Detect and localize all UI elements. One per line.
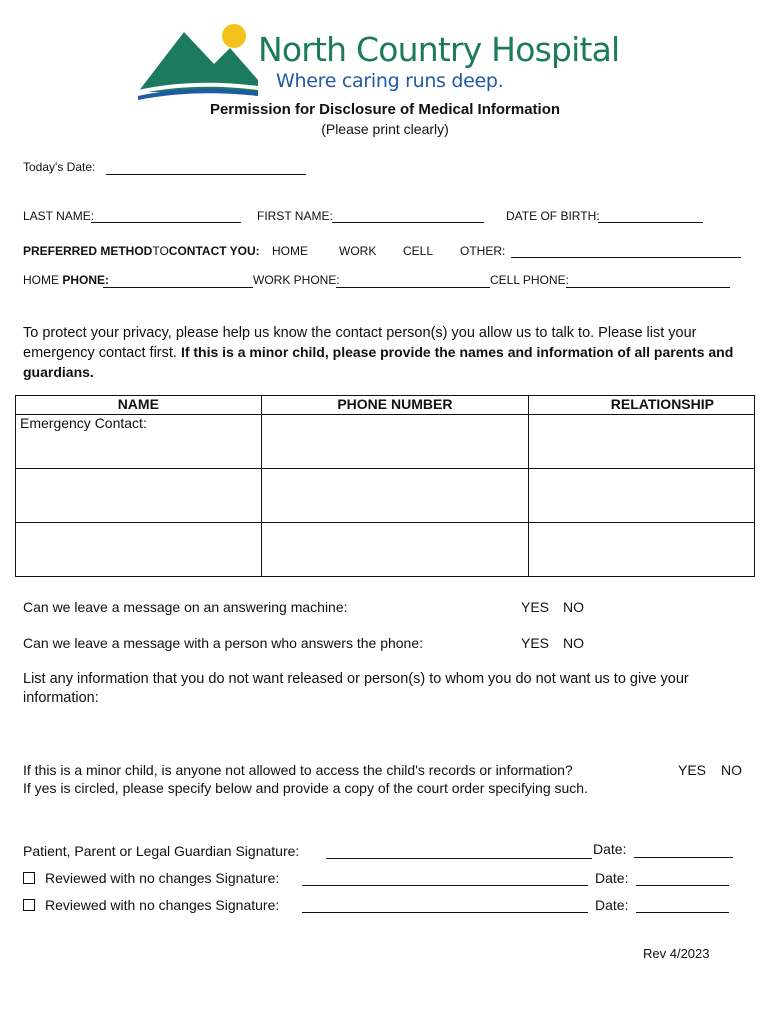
contact-option-work[interactable]: WORK bbox=[339, 244, 377, 258]
patient-signature-field[interactable] bbox=[326, 858, 592, 859]
reviewed-signature-field-2[interactable] bbox=[302, 912, 588, 913]
privacy-instructions: To protect your privacy, please help us know the contact person(s) you allow us to talk to. Please list your emergency contact first. If this is a minor child, please provide the names and information of all parents and guardians. bbox=[23, 325, 734, 380]
first-name-label: FIRST NAME: bbox=[257, 209, 333, 223]
table-row bbox=[16, 523, 755, 577]
contact-phone-cell[interactable] bbox=[261, 415, 529, 469]
table-row bbox=[16, 415, 755, 469]
todays-date-field[interactable] bbox=[106, 174, 306, 175]
person-answers-question: Can we leave a message with a person who answers the phone: bbox=[23, 635, 424, 651]
home-phone-label: HOME PHONE: bbox=[23, 273, 110, 287]
minor-access-yes[interactable]: YES bbox=[678, 762, 707, 778]
reviewed-date-field-2[interactable] bbox=[636, 912, 729, 913]
contact-phone-cell[interactable] bbox=[261, 523, 529, 577]
table-row bbox=[16, 469, 755, 523]
page-title: Permission for Disclosure of Medical Information bbox=[209, 101, 561, 118]
contact-name-cell[interactable] bbox=[16, 523, 262, 577]
answering-machine-no[interactable]: NO bbox=[563, 599, 584, 615]
hospital-tagline: Where caring runs deep. bbox=[276, 70, 504, 92]
reviewed-date-label-1: Date: bbox=[595, 870, 629, 886]
hospital-name: North Country Hospital bbox=[258, 30, 620, 69]
header-phone-number: PHONE NUMBER bbox=[261, 396, 529, 415]
dob-field[interactable] bbox=[598, 222, 703, 223]
person-answers-yes[interactable]: YES bbox=[521, 635, 550, 651]
reviewed-date-field-1[interactable] bbox=[636, 885, 729, 886]
patient-signature-label: Patient, Parent or Legal Guardian Signature: bbox=[23, 843, 300, 859]
page-subtitle: (Please print clearly) bbox=[321, 121, 449, 137]
last-name-field[interactable] bbox=[91, 222, 241, 223]
reviewed-signature-field-1[interactable] bbox=[302, 885, 588, 886]
contact-relationship-cell[interactable] bbox=[529, 415, 755, 469]
work-phone-field[interactable] bbox=[336, 287, 490, 288]
minor-access-no[interactable]: NO bbox=[721, 762, 742, 778]
table-header-row bbox=[16, 396, 755, 415]
patient-date-label: Date: bbox=[593, 841, 627, 857]
reviewed-checkbox-2[interactable] bbox=[23, 899, 35, 911]
reviewed-signature-row-2: Reviewed with no changes Signature: bbox=[23, 897, 279, 913]
contact-relationship-cell[interactable] bbox=[529, 469, 755, 523]
answering-machine-yes[interactable]: YES bbox=[521, 599, 550, 615]
contact-option-other[interactable]: OTHER: bbox=[460, 244, 506, 258]
restricted-info-question: List any information that you do not want released or person(s) to whom you do not want us to give your information: bbox=[23, 671, 689, 706]
other-contact-field[interactable] bbox=[511, 257, 741, 258]
contact-phone-cell[interactable] bbox=[261, 469, 529, 523]
court-order-instructions: If yes is circled, please specify below and provide a copy of the court order specifying such. bbox=[23, 780, 588, 796]
cell-phone-field[interactable] bbox=[566, 287, 730, 288]
patient-date-field[interactable] bbox=[634, 857, 733, 858]
header-name: NAME bbox=[16, 396, 262, 415]
contact-option-cell[interactable]: CELL bbox=[403, 244, 434, 258]
last-name-label: LAST NAME: bbox=[23, 209, 95, 223]
answering-machine-question: Can we leave a message on an answering machine: bbox=[23, 599, 348, 615]
contacts-table bbox=[15, 395, 755, 577]
work-phone-label: WORK PHONE: bbox=[253, 273, 340, 287]
minor-access-question: If this is a minor child, is anyone not allowed to access the child's records or information? bbox=[23, 762, 573, 778]
revision-label: Rev 4/2023 bbox=[643, 946, 710, 961]
todays-date-label: Today's Date: bbox=[23, 160, 96, 174]
restricted-info-answer-area[interactable] bbox=[23, 712, 758, 758]
reviewed-checkbox-1[interactable] bbox=[23, 872, 35, 884]
preferred-method-label: PREFERRED METHODTOCONTACT YOU: bbox=[23, 244, 260, 258]
home-phone-field[interactable] bbox=[103, 287, 253, 288]
person-answers-no[interactable]: NO bbox=[563, 635, 584, 651]
header-relationship: RELATIONSHIP bbox=[529, 396, 755, 415]
cell-phone-label: CELL PHONE: bbox=[490, 273, 569, 287]
contact-name-cell[interactable]: Emergency Contact: bbox=[16, 415, 262, 469]
contact-name-cell[interactable] bbox=[16, 469, 262, 523]
contact-relationship-cell[interactable] bbox=[529, 523, 755, 577]
dob-label: DATE OF BIRTH: bbox=[506, 209, 600, 223]
reviewed-date-label-2: Date: bbox=[595, 897, 629, 913]
first-name-field[interactable] bbox=[332, 222, 484, 223]
contact-option-home[interactable]: HOME bbox=[272, 244, 308, 258]
reviewed-signature-row-1: Reviewed with no changes Signature: bbox=[23, 870, 279, 886]
